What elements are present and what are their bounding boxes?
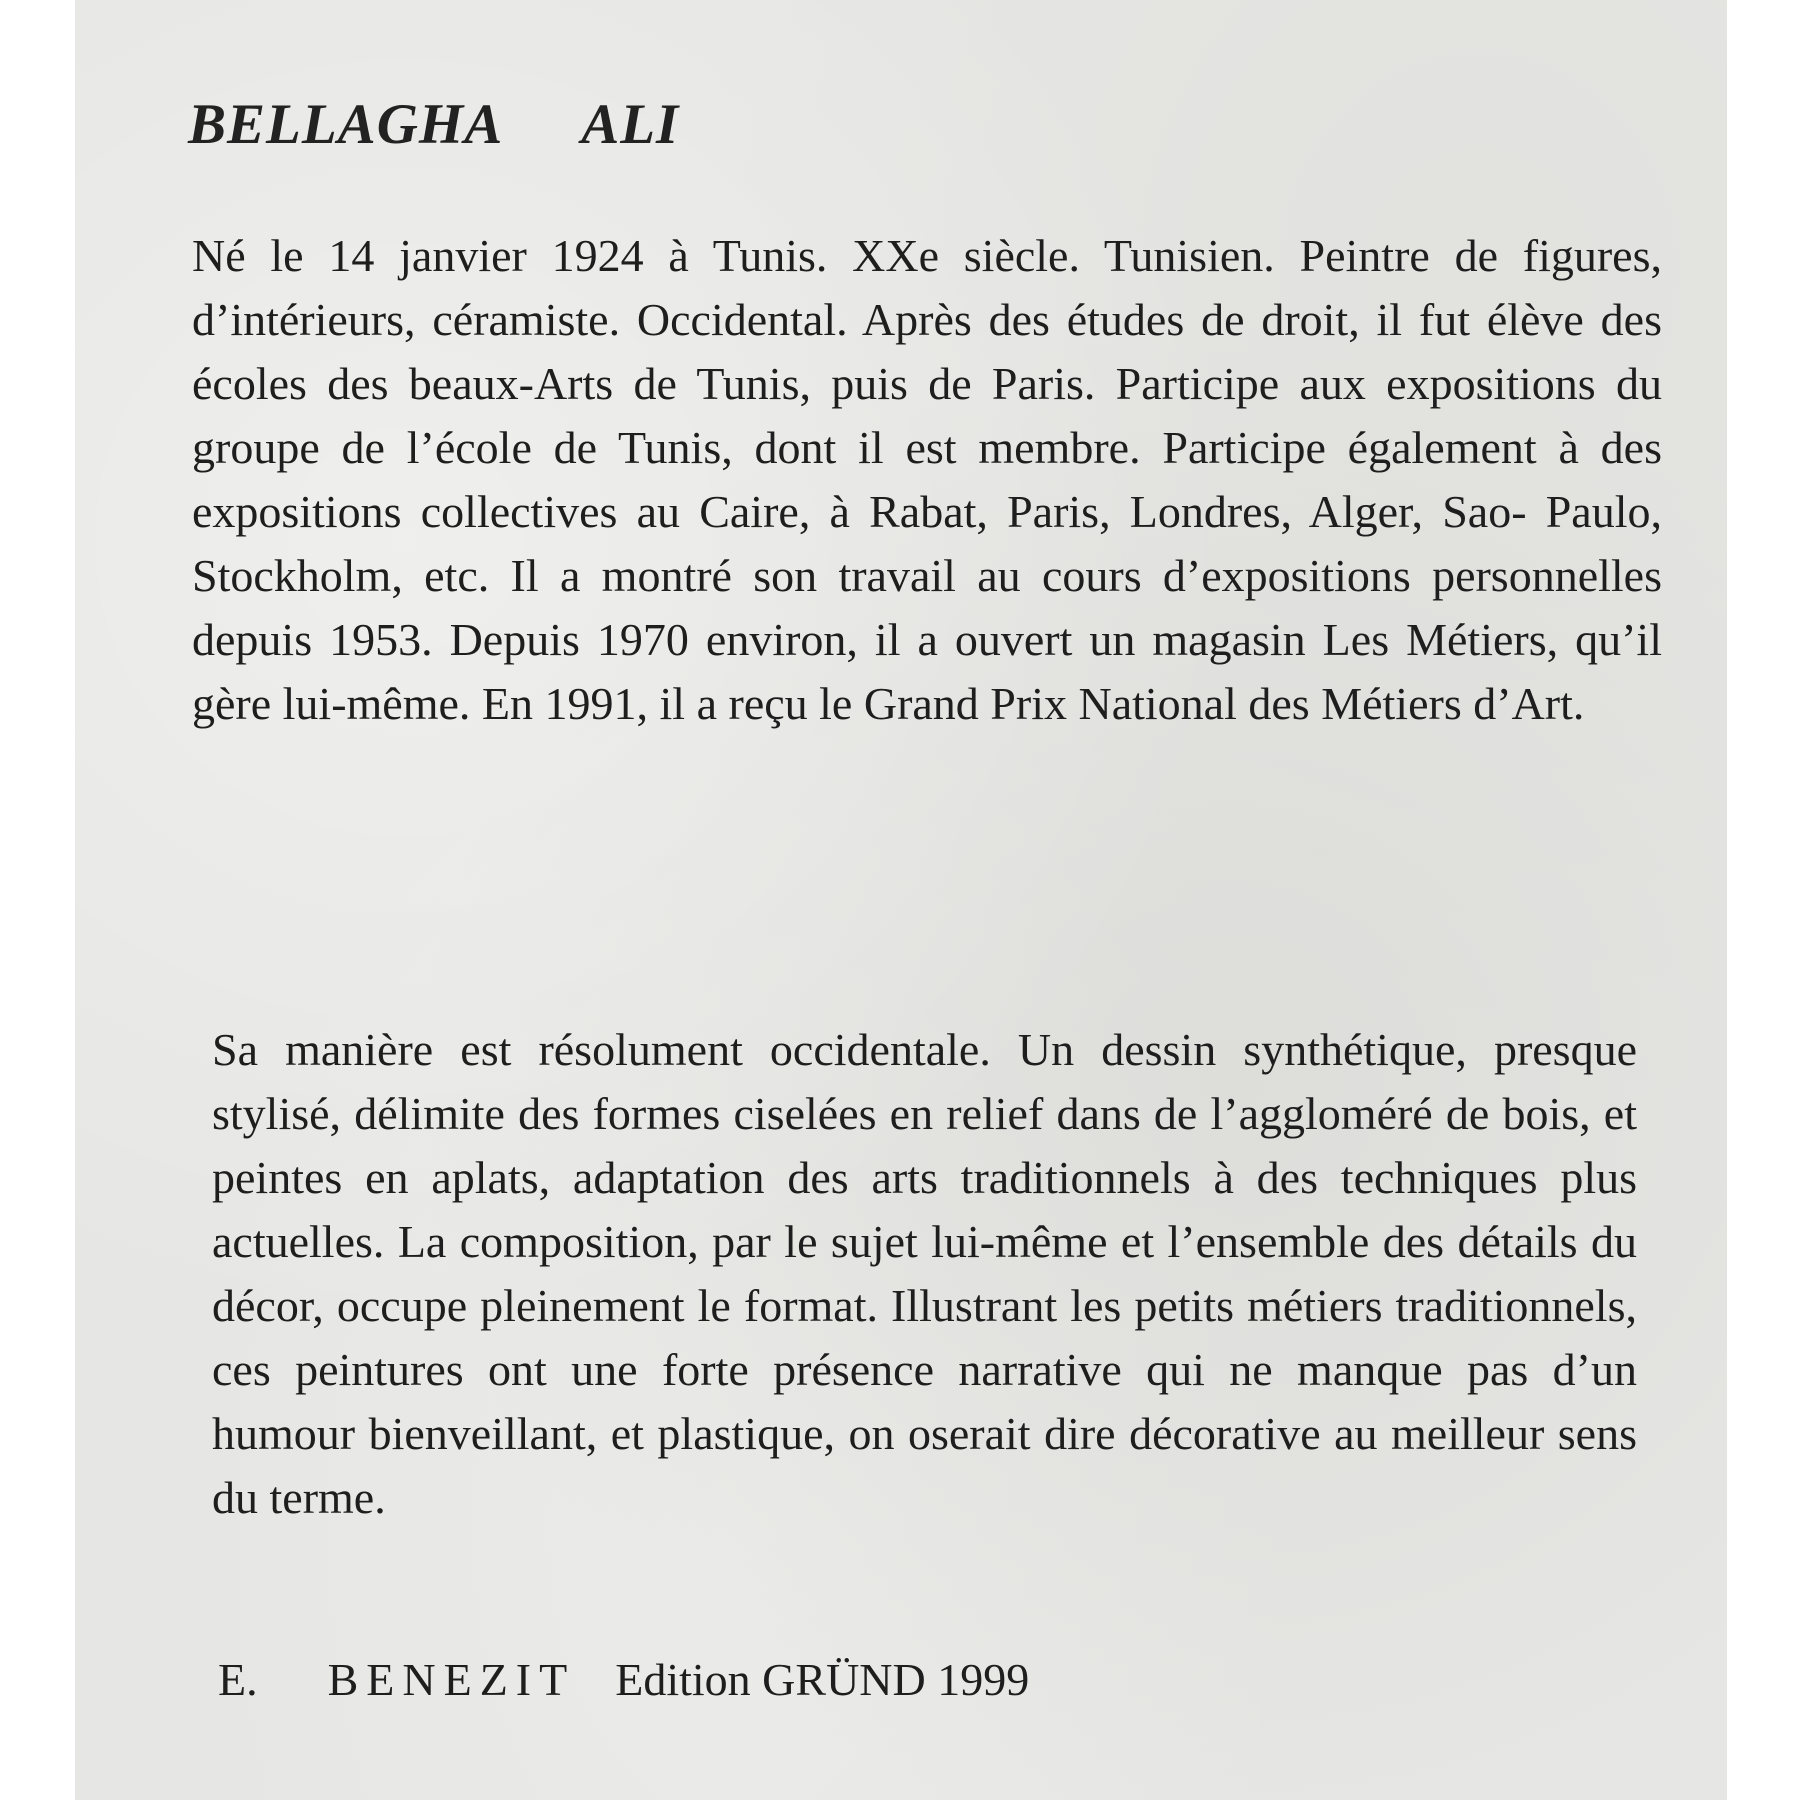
entry-given-name: ALI [581, 93, 680, 156]
credit-initial: E. [218, 1654, 258, 1705]
entry-surname: BELLAGHA [188, 93, 504, 156]
biography-paragraph: Né le 14 janvier 1924 à Tunis. XXe siècle. Tunisien. Peintre de figures, d’intérieurs, céramiste. Occidental. Après des études de droit, il fut élève des écoles des beaux-Arts de Tunis, puis de Paris. Participe aux expositions du groupe de l’école de Tunis, dont il est membre. Participe également à des expositions collectives au Caire, à Rabat, Paris, Londres, Alger, Sao- Paulo, Stockholm, etc. Il a montré son travail au cours d’expositions personnelles depuis 1953. Depuis 1970 environ, il a ouvert un magasin Les Métiers, qu’il gère lui-même. En 1991, il a reçu le Grand Prix National des Métiers d’Art. [192, 230, 1662, 729]
credit-author: BENEZIT [327, 1654, 576, 1705]
credit-edition: Edition GRÜND 1999 [615, 1654, 1030, 1705]
source-credit [218, 1653, 1029, 1706]
style-paragraph: Sa manière est résolument occidentale. Un dessin synthétique, presque stylisé, délimite des formes ciselées en relief dans de l’aggloméré de bois, et peintes en aplats, adaptation des arts traditionnels à des techniques plus actuelles. La composition, par le sujet lui-même et l’ensemble des détails du décor, occupe pleinement le format. Illustrant les petits métiers traditionnels, ces peintures ont une forte présence narrative qui ne manque pas d’un humour bienveillant, et plastique, on oserait dire décorative au meilleur sens du terme. [212, 1024, 1637, 1523]
entry-title [188, 92, 679, 157]
